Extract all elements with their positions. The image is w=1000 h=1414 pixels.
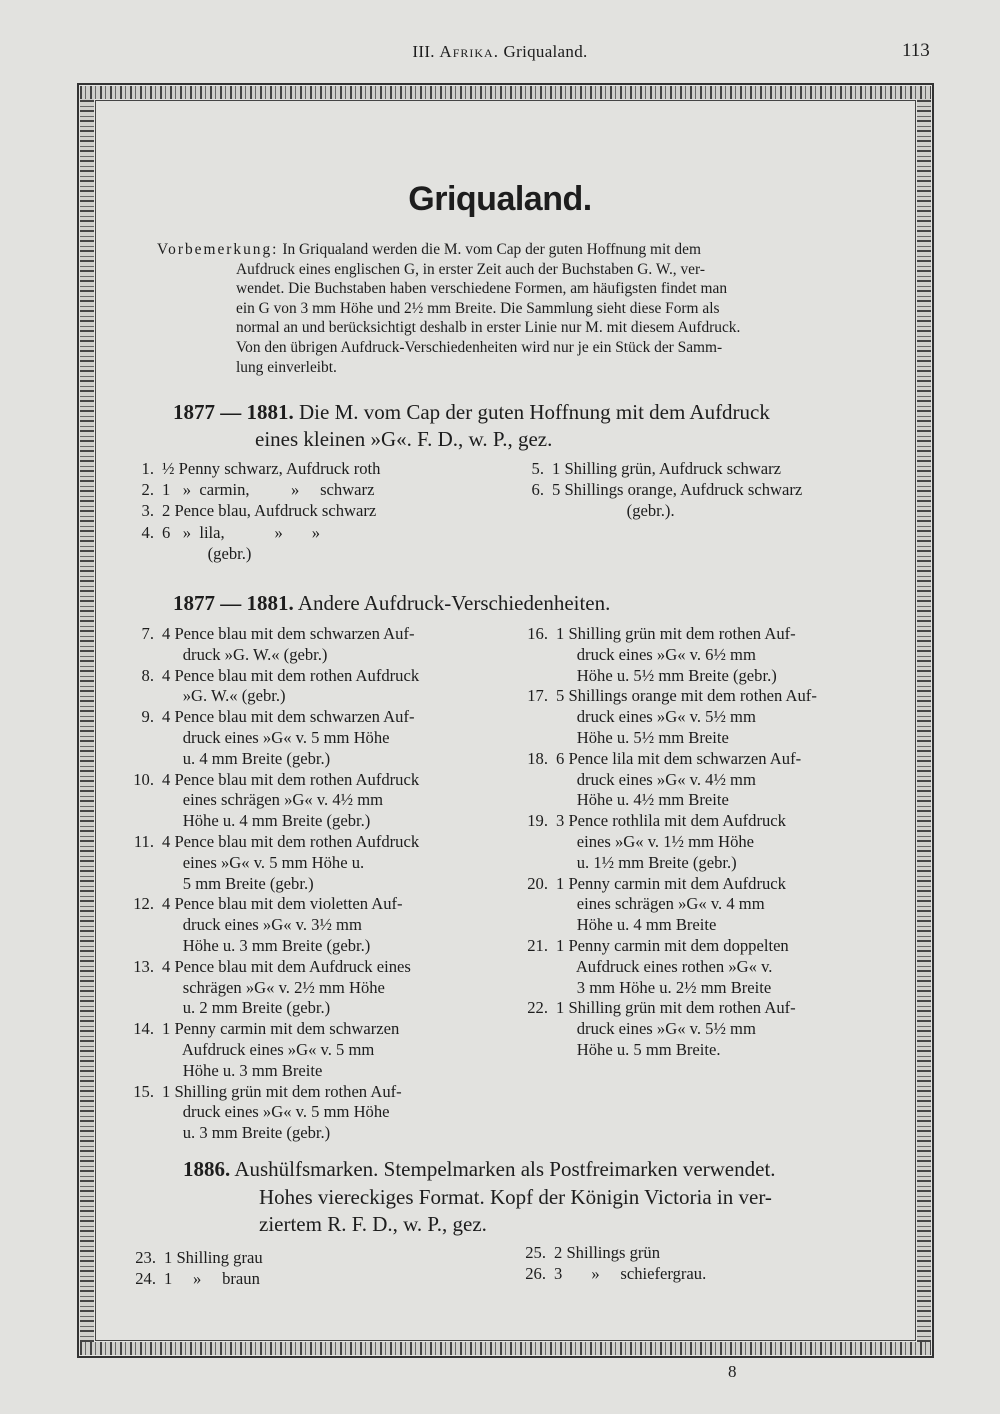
header-continent: Afrika. — [439, 42, 499, 61]
stamp-entry — [508, 874, 786, 895]
entry-text: druck eines »G« v. 5½ mm — [556, 1019, 756, 1039]
section1-heading-text: Die M. vom Cap der guten Hoffnung mit dem Aufdruck — [299, 400, 770, 424]
entry-text: schrägen »G« v. 2½ mm Höhe — [162, 977, 385, 997]
stamp-entry — [118, 832, 419, 853]
entry-text: 4 Pence blau mit dem Aufdruck eines — [162, 956, 411, 976]
entry-text: 4 Pence blau mit dem violetten Auf- — [162, 894, 403, 914]
note-line: wendet. Die Buchstaben haben verschiedene Formen, am häufigsten findet man — [236, 280, 728, 298]
note-line: lung einverleibt. — [236, 358, 337, 376]
stamp-entry-continuation — [508, 853, 737, 874]
entry-text: 4 Pence blau mit dem rothen Aufdruck — [162, 769, 420, 789]
entry-text: druck eines »G« v. 3½ mm — [162, 915, 362, 935]
stamp-entry-continuation — [508, 894, 765, 915]
entry-text: Höhe u. 4 mm Breite (gebr.) — [162, 811, 371, 831]
stamp-entry-continuation — [118, 728, 390, 749]
entry-text: 5 mm Breite (gebr.) — [162, 873, 314, 893]
section1-years: 1877 — 1881. — [173, 400, 294, 424]
entry-text: 1 Penny carmin mit dem Aufdruck — [556, 873, 786, 893]
entry-number: 13. — [133, 956, 154, 976]
entry-number: 7. — [141, 624, 154, 643]
ornament-band-right — [917, 99, 931, 1342]
stamp-entry — [118, 707, 415, 728]
entry-number: 21. — [527, 936, 548, 955]
running-header — [0, 42, 1000, 62]
entry-text: 1 Penny carmin mit dem doppelten — [556, 936, 789, 955]
stamp-entry-continuation — [118, 749, 330, 770]
entry-number: 8. — [141, 665, 154, 685]
stamp-entry-continuation — [118, 853, 364, 874]
entry-text: 1 Shilling grün mit dem rothen Auf- — [556, 624, 796, 643]
stamp-entry-continuation — [118, 811, 370, 832]
stamp-entry-continuation — [508, 915, 716, 936]
entry-number: 18. — [527, 748, 548, 768]
entry-text: (gebr.) — [162, 543, 252, 563]
stamp-entry — [118, 459, 380, 480]
stamp-entry-continuation — [508, 728, 729, 749]
stamp-entry — [508, 936, 789, 957]
stamp-entry — [118, 894, 403, 915]
entry-number: 24. — [135, 1268, 156, 1288]
entry-text: 5 Shillings orange mit dem rothen Auf- — [556, 686, 817, 706]
entry-text: (gebr.). — [552, 501, 675, 521]
entry-number: 11. — [133, 832, 154, 851]
entry-text: druck eines »G« v. 5½ mm — [556, 707, 756, 727]
signature-mark: 8 — [728, 1362, 737, 1381]
entry-text: 3 mm Höhe u. 2½ mm Breite — [556, 977, 772, 997]
entry-text: 4 Pence blau mit dem schwarzen Auf- — [162, 707, 415, 727]
note-label: Vorbemerkung: — [157, 241, 279, 258]
stamp-entry-continuation — [508, 1019, 756, 1040]
section1-heading-line2: eines kleinen »G«. F. D., w. P., gez. — [255, 427, 553, 451]
header-roman: III. — [412, 42, 435, 61]
stamp-entry-continuation — [508, 645, 756, 666]
entry-text: 4 Pence blau mit dem schwarzen Auf- — [162, 624, 415, 643]
entry-text: eines »G« v. 5 mm Höhe u. — [162, 852, 365, 872]
entry-text: 3 » schiefergrau. — [554, 1263, 707, 1283]
entry-number: 9. — [141, 707, 154, 727]
stamp-entry — [118, 1019, 399, 1040]
section3-heading — [183, 1156, 776, 1183]
entry-text: Höhe u. 3 mm Breite — [162, 1060, 323, 1080]
stamp-entry-continuation — [118, 790, 383, 811]
entry-number: 1. — [141, 459, 154, 478]
section3-heading-line3: ziertem R. F. D., w. P., gez. — [259, 1212, 487, 1236]
entry-text: u. 4 mm Breite (gebr.) — [162, 748, 331, 768]
entry-number: 26. — [525, 1263, 546, 1283]
entry-text: 2 Shillings grün — [554, 1243, 661, 1262]
stamp-entry — [118, 1248, 263, 1269]
stamp-entry-continuation — [508, 978, 771, 999]
entry-text: Aufdruck eines rothen »G« v. — [556, 956, 773, 976]
section1-heading — [173, 399, 770, 426]
entry-text: Höhe u. 5½ mm Breite (gebr.) — [556, 665, 777, 685]
stamp-entry — [508, 1243, 660, 1264]
entry-text: eines »G« v. 1½ mm Höhe — [556, 832, 755, 851]
entry-text: druck eines »G« v. 6½ mm — [556, 644, 756, 664]
stamp-entry-continuation — [118, 1123, 330, 1144]
stamp-entry-continuation — [508, 707, 756, 728]
stamp-entry-continuation — [118, 1061, 322, 1082]
section2-years: 1877 — 1881. — [173, 591, 294, 615]
stamp-entry — [118, 770, 419, 791]
entry-text: u. 1½ mm Breite (gebr.) — [556, 852, 737, 872]
stamp-entry — [118, 1269, 260, 1290]
entry-text: 6 Pence lila mit dem schwarzen Auf- — [556, 748, 802, 768]
section3-years: 1886. — [183, 1157, 231, 1181]
entry-number: 12. — [133, 894, 154, 914]
stamp-entry-continuation — [118, 686, 286, 707]
entry-text: 5 Shillings orange, Aufdruck schwarz — [552, 480, 803, 500]
header-country: Griqualand. — [503, 42, 588, 61]
stamp-entry — [508, 480, 802, 501]
stamp-entry — [118, 501, 376, 522]
entry-text: 1 » carmin, » schwarz — [162, 480, 375, 500]
entry-number: 23. — [135, 1248, 156, 1267]
page-title: Griqualand. — [408, 180, 592, 218]
ornament-band-top — [80, 86, 931, 99]
ornament-band-left — [80, 99, 94, 1342]
entry-text: druck eines »G« v. 4½ mm — [556, 769, 756, 789]
stamp-entry — [118, 957, 411, 978]
stamp-entry — [508, 811, 786, 832]
note-line: Aufdruck eines englischen G, in erster Zeit auch der Buchstaben G. W., ver- — [236, 260, 705, 278]
entry-number: 20. — [527, 873, 548, 893]
entry-text: druck »G. W.« (gebr.) — [162, 644, 328, 664]
stamp-entry-continuation — [118, 645, 327, 666]
stamp-entry-continuation — [118, 978, 385, 999]
entry-number: 6. — [531, 480, 544, 500]
stamp-entry — [508, 686, 817, 707]
stamp-entry-continuation — [118, 1040, 374, 1061]
entry-text: u. 2 mm Breite (gebr.) — [162, 998, 331, 1018]
entry-text: 1 Shilling grau — [164, 1248, 263, 1267]
stamp-entry — [508, 998, 796, 1019]
note-line: In Griqualand werden die M. vom Cap der guten Hoffnung mit dem — [282, 241, 701, 258]
stamp-entry-continuation — [508, 1040, 721, 1061]
entry-text: ½ Penny schwarz, Aufdruck roth — [162, 459, 381, 478]
note-line: ein G von 3 mm Höhe und 2½ mm Breite. Die Sammlung sieht diese Form als — [236, 299, 720, 317]
entry-number: 3. — [141, 501, 154, 521]
stamp-entry-continuation — [508, 501, 675, 522]
stamp-entry — [508, 459, 781, 480]
stamp-entry-continuation — [508, 832, 754, 853]
section2-heading-text: Andere Aufdruck-Verschiedenheiten. — [297, 591, 611, 615]
stamp-entry-continuation — [118, 998, 330, 1019]
note-line: normal an und berücksichtigt deshalb in erster Linie nur M. mit diesem Aufdruck. — [236, 319, 741, 337]
entry-number: 10. — [133, 769, 154, 789]
entry-number: 22. — [527, 998, 548, 1018]
entry-text: 1 Shilling grün mit dem rothen Auf- — [556, 998, 796, 1018]
entry-text: 4 Pence blau mit dem rothen Aufdruck — [162, 665, 420, 685]
preliminary-note — [157, 240, 893, 377]
stamp-entry-continuation — [508, 666, 777, 687]
stamp-entry — [508, 1264, 706, 1285]
stamp-entry-continuation — [118, 544, 251, 565]
entry-number: 14. — [133, 1019, 154, 1039]
entry-text: Höhe u. 4½ mm Breite — [556, 790, 729, 810]
entry-number: 16. — [527, 624, 548, 643]
stamp-entry — [508, 624, 796, 645]
entry-text: Höhe u. 5½ mm Breite — [556, 728, 729, 747]
section2-heading — [173, 590, 610, 617]
entry-text: druck eines »G« v. 5 mm Höhe — [162, 1102, 390, 1122]
stamp-entry-continuation — [508, 770, 756, 791]
entry-text: 6 » lila, » » — [162, 522, 321, 542]
stamp-entry-continuation — [508, 790, 729, 811]
entry-text: Höhe u. 4 mm Breite — [556, 915, 717, 935]
note-line: Von den übrigen Aufdruck-Verschiedenheiten wird nur je ein Stück der Samm- — [236, 338, 723, 356]
stamp-entry-continuation — [118, 915, 362, 936]
stamp-entry-continuation — [508, 957, 772, 978]
entry-text: 1 Penny carmin mit dem schwarzen — [162, 1019, 400, 1039]
stamp-entry — [118, 480, 374, 501]
stamp-entry — [508, 749, 801, 770]
entry-text: Höhe u. 5 mm Breite. — [556, 1040, 721, 1059]
stamp-entry-continuation — [118, 936, 370, 957]
entry-text: »G. W.« (gebr.) — [162, 686, 286, 706]
stamp-entry — [118, 624, 415, 645]
entry-number: 5. — [531, 459, 544, 478]
entry-text: eines schrägen »G« v. 4 mm — [556, 894, 765, 914]
entry-number: 25. — [525, 1243, 546, 1262]
entry-number: 4. — [141, 522, 154, 542]
stamp-entry — [118, 1082, 402, 1103]
stamp-entry-continuation — [118, 874, 314, 895]
stamp-entry — [118, 666, 419, 687]
entry-text: druck eines »G« v. 5 mm Höhe — [162, 728, 390, 747]
entry-text: 1 » braun — [164, 1268, 260, 1288]
entry-text: 2 Pence blau, Aufdruck schwarz — [162, 501, 377, 521]
entry-text: 1 Shilling grün mit dem rothen Auf- — [162, 1081, 402, 1101]
page-number: 113 — [902, 40, 930, 61]
stamp-entry-continuation — [118, 1102, 390, 1123]
entry-text: 4 Pence blau mit dem rothen Aufdruck — [162, 832, 420, 851]
entry-text: 3 Pence rothlila mit dem Aufdruck — [556, 811, 786, 831]
entry-number: 17. — [527, 686, 548, 706]
entry-text: Höhe u. 3 mm Breite (gebr.) — [162, 936, 371, 955]
entry-text: u. 3 mm Breite (gebr.) — [162, 1123, 331, 1143]
entry-text: Aufdruck eines »G« v. 5 mm — [162, 1040, 375, 1059]
ornament-band-bottom — [80, 1342, 931, 1355]
entry-number: 15. — [133, 1081, 154, 1101]
section3-heading-line2: Hohes viereckiges Format. Kopf der Königin Victoria in ver- — [259, 1185, 772, 1209]
entry-text: eines schrägen »G« v. 4½ mm — [162, 790, 384, 810]
section3-heading-text: Aushülfsmarken. Stempelmarken als Postfreimarken verwendet. — [234, 1157, 776, 1181]
stamp-entry — [118, 523, 320, 544]
entry-number: 2. — [141, 480, 154, 500]
entry-number: 19. — [527, 811, 548, 831]
entry-text: 1 Shilling grün, Aufdruck schwarz — [552, 459, 782, 478]
